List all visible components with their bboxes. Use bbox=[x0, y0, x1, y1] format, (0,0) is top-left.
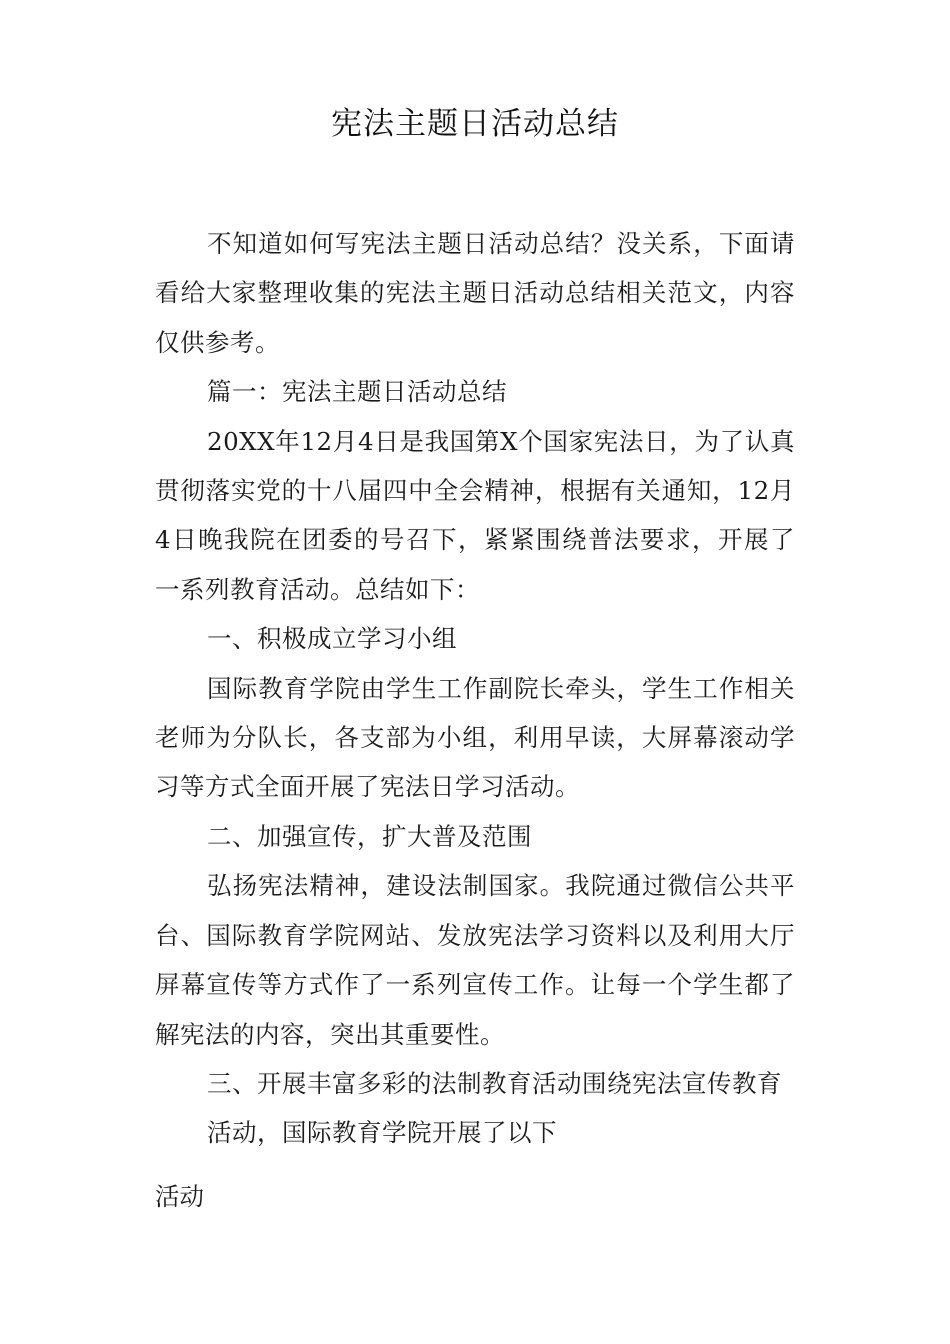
trailing-text: 活动 bbox=[155, 1182, 204, 1211]
section-heading-part-one: 篇一：宪法主题日活动总结 bbox=[207, 377, 507, 407]
section-3-paragraph: 活动，国际教育学院开展了以下 bbox=[207, 1118, 557, 1148]
overview-paragraph: 20XX年12月4日是我国第X个国家宪法日，为了认真贯彻落实党的十八届四中全会精神，根据有关通知，12月4日晚我院在团委的号召下，紧紧围绕普法要求，开展了一系列教育活动。总结如下： bbox=[155, 426, 795, 604]
document-title: 宪法主题日活动总结 bbox=[331, 106, 619, 142]
intro-paragraph: 不知道如何写宪法主题日活动总结？没关系，下面请看给大家整理收集的宪法主题日活动总结相关范文，内容仅供参考。 bbox=[155, 229, 795, 357]
section-1-paragraph: 国际教育学院由学生工作副院长牵头，学生工作相关老师为分队长，各支部为小组，利用早读，大屏幕滚动学习等方式全面开展了宪法日学习活动。 bbox=[155, 673, 795, 802]
section-2-paragraph: 弘扬宪法精神，建设法制国家。我院通过微信公共平台、国际教育学院网站、发放宪法学习资料以及利用大厅屏幕宣传等方式作了一系列宣传工作。让每一个学生都了解宪法的内容，突出其重要性。 bbox=[155, 871, 795, 1049]
document-body bbox=[155, 219, 795, 1158]
section-heading-3: 三、开展丰富多彩的法制教育活动围绕宪法宣传教育 bbox=[207, 1068, 782, 1098]
section-heading-2: 二、加强宣传，扩大普及范围 bbox=[207, 821, 532, 851]
section-heading-1: 一、积极成立学习小组 bbox=[207, 624, 457, 654]
